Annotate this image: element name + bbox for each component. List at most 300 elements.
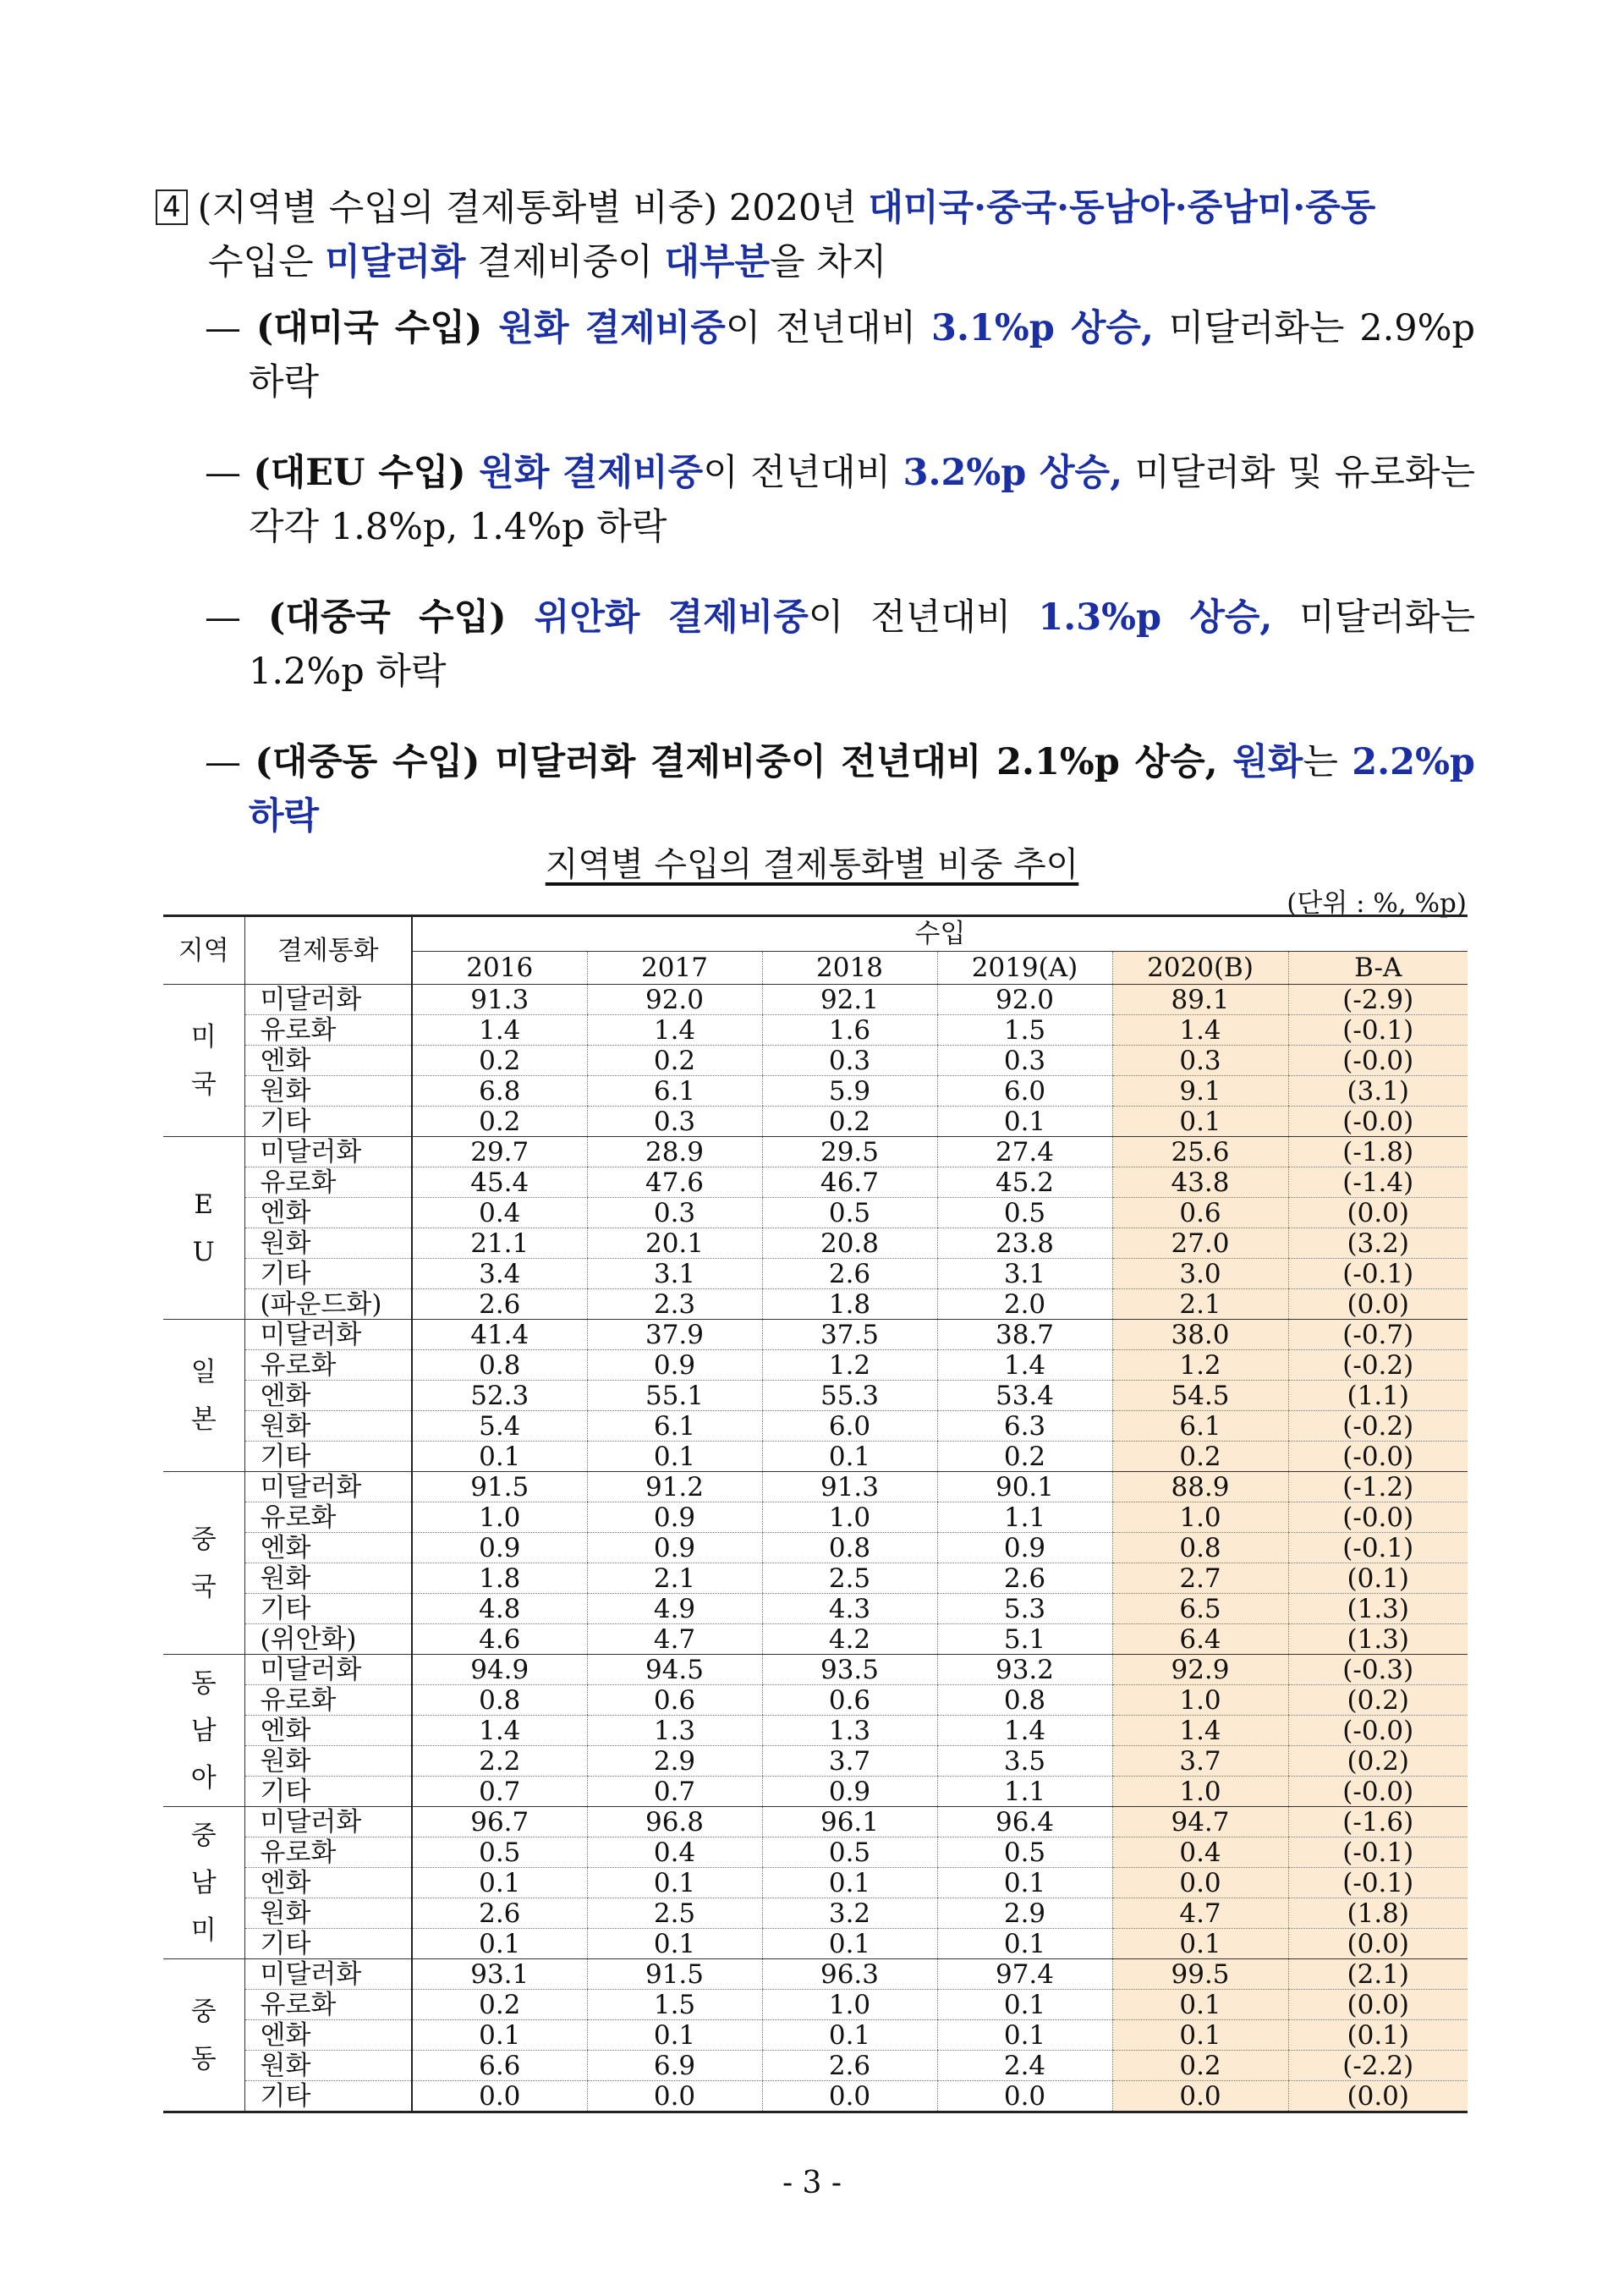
- value-cell: 0.4: [412, 1198, 587, 1228]
- section-lead: 4 (지역별 수입의 결제통화별 비중) 2020년 대미국·중국·동남아·중남미·중동: [156, 181, 1475, 235]
- currency-cell: 유로화: [244, 1837, 412, 1868]
- value-cell: 2.1: [1112, 1289, 1288, 1320]
- dash-mark: —: [205, 452, 241, 494]
- year-header: 2018: [762, 952, 937, 985]
- value-cell: 41.4: [412, 1320, 587, 1350]
- value-cell: 91.2: [587, 1472, 762, 1502]
- value-cell: (-0.0): [1288, 1107, 1468, 1137]
- value-cell: 0.9: [587, 1533, 762, 1563]
- table-unit: (단위 : %, %p): [1287, 888, 1467, 919]
- value-cell: 0.1: [587, 1868, 762, 1898]
- value-cell: 0.2: [1112, 1442, 1288, 1472]
- value-cell: 92.0: [587, 985, 762, 1015]
- table-row: [163, 1198, 1468, 1228]
- value-cell: 0.5: [937, 1198, 1112, 1228]
- value-cell: 0.1: [762, 1868, 937, 1898]
- value-cell: 0.2: [1112, 2051, 1288, 2081]
- head-region: 지역: [163, 916, 244, 985]
- value-cell: (1.1): [1288, 1381, 1468, 1411]
- value-cell: 2.5: [587, 1898, 762, 1929]
- dash-mark: —: [205, 596, 241, 639]
- currency-share-table: [163, 915, 1468, 2113]
- currency-cell: 미달러화: [244, 1655, 412, 1685]
- value-cell: (-1.2): [1288, 1472, 1468, 1502]
- value-cell: 4.9: [587, 1594, 762, 1624]
- value-cell: 2.7: [1112, 1563, 1288, 1594]
- value-cell: 46.7: [762, 1167, 937, 1198]
- table-row: [163, 1746, 1468, 1777]
- value-cell: 0.0: [1112, 1868, 1288, 1898]
- value-cell: 1.5: [587, 1990, 762, 2020]
- value-cell: (0.0): [1288, 1929, 1468, 1959]
- value-cell: 28.9: [587, 1137, 762, 1167]
- table-title: 지역별 수입의 결제통화별 비중 추이: [545, 845, 1079, 884]
- year-header: 2016: [412, 952, 587, 985]
- value-cell: 0.9: [937, 1533, 1112, 1563]
- table-row: [163, 1228, 1468, 1259]
- value-cell: 0.4: [587, 1837, 762, 1868]
- value-cell: 0.7: [587, 1777, 762, 1807]
- value-cell: 96.1: [762, 1807, 937, 1837]
- value-cell: 1.0: [1112, 1502, 1288, 1533]
- table-row: [163, 1563, 1468, 1594]
- value-cell: 23.8: [937, 1228, 1112, 1259]
- table-row: [163, 1502, 1468, 1533]
- currency-cell: 기타: [244, 1107, 412, 1137]
- table-row: [163, 1015, 1468, 1046]
- value-cell: (-0.0): [1288, 1716, 1468, 1746]
- value-cell: (-1.4): [1288, 1167, 1468, 1198]
- table-row: [163, 1046, 1468, 1076]
- value-cell: 0.2: [412, 1046, 587, 1076]
- value-cell: 0.5: [762, 1198, 937, 1228]
- value-cell: 94.5: [587, 1655, 762, 1685]
- value-cell: 0.1: [1112, 1990, 1288, 2020]
- value-cell: 0.9: [587, 1502, 762, 1533]
- table-row: [163, 1929, 1468, 1959]
- value-cell: 0.0: [412, 2081, 587, 2112]
- table-row: [163, 985, 1468, 1015]
- value-cell: 55.3: [762, 1381, 937, 1411]
- currency-cell: 미달러화: [244, 1959, 412, 1990]
- table-row: [163, 1624, 1468, 1655]
- value-cell: (-1.6): [1288, 1807, 1468, 1837]
- value-cell: 53.4: [937, 1381, 1112, 1411]
- table-row: [163, 1777, 1468, 1807]
- value-cell: 0.9: [762, 1777, 937, 1807]
- section-lead-cont: 수입은 미달러화 결제비중이 대부분을 차지: [208, 241, 887, 283]
- value-cell: 93.1: [412, 1959, 587, 1990]
- value-cell: 6.1: [1112, 1411, 1288, 1442]
- value-cell: 20.8: [762, 1228, 937, 1259]
- table-row: [163, 2081, 1468, 2112]
- value-cell: 0.0: [1112, 2081, 1288, 2112]
- table-row: [163, 1868, 1468, 1898]
- value-cell: 0.1: [412, 1868, 587, 1898]
- currency-cell: 엔화: [244, 1533, 412, 1563]
- table-row: [163, 2020, 1468, 2051]
- value-cell: (-0.0): [1288, 1502, 1468, 1533]
- value-cell: 0.6: [587, 1685, 762, 1716]
- currency-cell: 기타: [244, 1259, 412, 1289]
- value-cell: 6.0: [937, 1076, 1112, 1107]
- currency-cell: 유로화: [244, 1685, 412, 1716]
- currency-cell: 유로화: [244, 1015, 412, 1046]
- value-cell: 91.3: [412, 985, 587, 1015]
- currency-cell: 원화: [244, 1746, 412, 1777]
- value-cell: 91.5: [587, 1959, 762, 1990]
- bullet-list: [156, 301, 1475, 843]
- value-cell: 2.9: [937, 1898, 1112, 1929]
- value-cell: 0.8: [412, 1685, 587, 1716]
- value-cell: 0.6: [762, 1685, 937, 1716]
- value-cell: 92.0: [937, 985, 1112, 1015]
- value-cell: 0.2: [587, 1046, 762, 1076]
- currency-cell: 원화: [244, 1411, 412, 1442]
- currency-cell: 미달러화: [244, 1137, 412, 1167]
- value-cell: 1.4: [412, 1015, 587, 1046]
- value-cell: 0.8: [1112, 1533, 1288, 1563]
- value-cell: 5.9: [762, 1076, 937, 1107]
- bullet-item: — (대미국 수입) 원화 결제비중이 전년대비 3.1%p 상승, 미달러화는 2.9%p 하락: [205, 307, 1476, 404]
- value-cell: 1.8: [762, 1289, 937, 1320]
- value-cell: 4.7: [1112, 1898, 1288, 1929]
- value-cell: 3.0: [1112, 1259, 1288, 1289]
- table-row: [163, 1107, 1468, 1137]
- region-cell: 중 남 미: [163, 1807, 244, 1959]
- currency-cell: 유로화: [244, 1502, 412, 1533]
- value-cell: 2.5: [762, 1563, 937, 1594]
- value-cell: 0.9: [412, 1533, 587, 1563]
- value-cell: 0.1: [412, 1442, 587, 1472]
- table-row: [163, 1259, 1468, 1289]
- table-row: [163, 1381, 1468, 1411]
- value-cell: (-0.0): [1288, 1442, 1468, 1472]
- value-cell: 5.3: [937, 1594, 1112, 1624]
- dash-mark: —: [205, 741, 241, 783]
- value-cell: 1.4: [937, 1716, 1112, 1746]
- value-cell: 0.1: [937, 1868, 1112, 1898]
- value-cell: 6.4: [1112, 1624, 1288, 1655]
- dash-mark: —: [205, 307, 241, 349]
- section-number: 4: [156, 190, 188, 225]
- value-cell: 2.6: [412, 1898, 587, 1929]
- value-cell: 96.7: [412, 1807, 587, 1837]
- value-cell: (1.3): [1288, 1624, 1468, 1655]
- table-row: [163, 1685, 1468, 1716]
- year-header: 2020(B): [1112, 952, 1288, 985]
- value-cell: 0.8: [412, 1350, 587, 1381]
- value-cell: (1.3): [1288, 1594, 1468, 1624]
- value-cell: (-0.7): [1288, 1320, 1468, 1350]
- region-cell: E U: [163, 1137, 244, 1320]
- value-cell: 96.8: [587, 1807, 762, 1837]
- value-cell: 52.3: [412, 1381, 587, 1411]
- value-cell: 0.1: [762, 2020, 937, 2051]
- region-cell: 일 본: [163, 1320, 244, 1472]
- value-cell: (0.1): [1288, 2020, 1468, 2051]
- page-number: - 3 -: [782, 2166, 842, 2200]
- table-row: [163, 1594, 1468, 1624]
- value-cell: 0.6: [1112, 1198, 1288, 1228]
- region-cell: 중 동: [163, 1959, 244, 2112]
- value-cell: (1.8): [1288, 1898, 1468, 1929]
- value-cell: 0.0: [762, 2081, 937, 2112]
- value-cell: 3.7: [762, 1746, 937, 1777]
- value-cell: 2.2: [412, 1746, 587, 1777]
- value-cell: 2.4: [937, 2051, 1112, 2081]
- value-cell: 27.4: [937, 1137, 1112, 1167]
- value-cell: 3.4: [412, 1259, 587, 1289]
- value-cell: (-0.0): [1288, 1046, 1468, 1076]
- value-cell: 2.6: [937, 1563, 1112, 1594]
- value-cell: 0.1: [1112, 1107, 1288, 1137]
- region-cell: 동 남 아: [163, 1655, 244, 1807]
- value-cell: 0.2: [762, 1107, 937, 1137]
- value-cell: 91.3: [762, 1472, 937, 1502]
- value-cell: 1.4: [937, 1350, 1112, 1381]
- value-cell: 0.1: [937, 1990, 1112, 2020]
- value-cell: (-0.1): [1288, 1015, 1468, 1046]
- currency-cell: 미달러화: [244, 985, 412, 1015]
- currency-cell: 원화: [244, 2051, 412, 2081]
- value-cell: 96.3: [762, 1959, 937, 1990]
- table-row: [163, 1320, 1468, 1350]
- value-cell: 1.0: [762, 1990, 937, 2020]
- currency-cell: 기타: [244, 1594, 412, 1624]
- table-body: [163, 985, 1468, 2112]
- table-row: [163, 1137, 1468, 1167]
- value-cell: 0.9: [587, 1350, 762, 1381]
- value-cell: 6.0: [762, 1411, 937, 1442]
- value-cell: 43.8: [1112, 1167, 1288, 1198]
- table-row: [163, 1411, 1468, 1442]
- value-cell: 37.9: [587, 1320, 762, 1350]
- value-cell: 0.5: [762, 1837, 937, 1868]
- value-cell: 5.1: [937, 1624, 1112, 1655]
- value-cell: 3.1: [937, 1259, 1112, 1289]
- value-cell: 0.3: [762, 1046, 937, 1076]
- value-cell: 0.5: [412, 1837, 587, 1868]
- table-row: [163, 1655, 1468, 1685]
- value-cell: 88.9: [1112, 1472, 1288, 1502]
- value-cell: 55.1: [587, 1381, 762, 1411]
- value-cell: 1.4: [587, 1015, 762, 1046]
- value-cell: 0.0: [937, 2081, 1112, 2112]
- currency-cell: 기타: [244, 1929, 412, 1959]
- value-cell: 0.3: [937, 1046, 1112, 1076]
- value-cell: 4.6: [412, 1624, 587, 1655]
- currency-cell: 유로화: [244, 1990, 412, 2020]
- value-cell: 96.4: [937, 1807, 1112, 1837]
- currency-cell: 엔화: [244, 1198, 412, 1228]
- value-cell: 92.1: [762, 985, 937, 1015]
- value-cell: 91.5: [412, 1472, 587, 1502]
- value-cell: 97.4: [937, 1959, 1112, 1990]
- table-row: [163, 1716, 1468, 1746]
- value-cell: (0.2): [1288, 1685, 1468, 1716]
- value-cell: 1.0: [1112, 1685, 1288, 1716]
- value-cell: 0.1: [762, 1442, 937, 1472]
- currency-cell: 미달러화: [244, 1320, 412, 1350]
- value-cell: 3.7: [1112, 1746, 1288, 1777]
- table-row: [163, 1442, 1468, 1472]
- value-cell: 1.3: [587, 1716, 762, 1746]
- value-cell: 1.4: [1112, 1015, 1288, 1046]
- value-cell: 6.8: [412, 1076, 587, 1107]
- value-cell: (0.1): [1288, 1563, 1468, 1594]
- head-currency: 결제통화: [244, 916, 412, 985]
- value-cell: 0.1: [587, 2020, 762, 2051]
- value-cell: 92.9: [1112, 1655, 1288, 1685]
- table-row: [163, 1837, 1468, 1868]
- value-cell: 94.9: [412, 1655, 587, 1685]
- value-cell: 2.3: [587, 1289, 762, 1320]
- region-cell: 미 국: [163, 985, 244, 1137]
- currency-cell: 원화: [244, 1563, 412, 1594]
- year-header: B-A: [1288, 952, 1468, 985]
- bullet-item: — (대EU 수입) 원화 결제비중이 전년대비 3.2%p 상승, 미달러화 및 유로화는 각각 1.8%p, 1.4%p 하락: [205, 452, 1475, 548]
- value-cell: (-2.2): [1288, 2051, 1468, 2081]
- currency-cell: 기타: [244, 1777, 412, 1807]
- value-cell: 0.2: [937, 1442, 1112, 1472]
- value-cell: 4.8: [412, 1594, 587, 1624]
- value-cell: 6.1: [587, 1411, 762, 1442]
- value-cell: (0.0): [1288, 1289, 1468, 1320]
- value-cell: 1.0: [762, 1502, 937, 1533]
- value-cell: 5.4: [412, 1411, 587, 1442]
- value-cell: 0.8: [937, 1685, 1112, 1716]
- value-cell: (-0.2): [1288, 1350, 1468, 1381]
- currency-cell: (파운드화): [244, 1289, 412, 1320]
- value-cell: 6.6: [412, 2051, 587, 2081]
- value-cell: 0.1: [937, 1107, 1112, 1137]
- currency-cell: 유로화: [244, 1350, 412, 1381]
- value-cell: (0.0): [1288, 1198, 1468, 1228]
- table-row: [163, 1959, 1468, 1990]
- value-cell: 6.5: [1112, 1594, 1288, 1624]
- value-cell: 54.5: [1112, 1381, 1288, 1411]
- value-cell: (-0.2): [1288, 1411, 1468, 1442]
- value-cell: (-0.1): [1288, 1533, 1468, 1563]
- value-cell: 1.2: [762, 1350, 937, 1381]
- section-body: [156, 181, 1475, 880]
- value-cell: 38.7: [937, 1320, 1112, 1350]
- value-cell: 0.3: [1112, 1046, 1288, 1076]
- currency-cell: 유로화: [244, 1167, 412, 1198]
- table-row: [163, 1533, 1468, 1563]
- value-cell: (-0.0): [1288, 1777, 1468, 1807]
- value-cell: (-0.1): [1288, 1868, 1468, 1898]
- table-row: [163, 1076, 1468, 1107]
- value-cell: 6.1: [587, 1076, 762, 1107]
- value-cell: 1.0: [1112, 1777, 1288, 1807]
- value-cell: 0.1: [937, 1929, 1112, 1959]
- currency-cell: 기타: [244, 2081, 412, 2112]
- bullet-item: — (대중국 수입) 위안화 결제비중이 전년대비 1.3%p 상승, 미달러화는 1.2%p 하락: [205, 596, 1475, 693]
- currency-cell: 미달러화: [244, 1807, 412, 1837]
- value-cell: 0.1: [587, 1442, 762, 1472]
- value-cell: 1.4: [412, 1716, 587, 1746]
- value-cell: 3.1: [587, 1259, 762, 1289]
- value-cell: 0.1: [762, 1929, 937, 1959]
- currency-cell: 미달러화: [244, 1472, 412, 1502]
- value-cell: 2.0: [937, 1289, 1112, 1320]
- value-cell: 94.7: [1112, 1807, 1288, 1837]
- currency-cell: 엔화: [244, 1381, 412, 1411]
- value-cell: 0.1: [937, 2020, 1112, 2051]
- value-cell: 99.5: [1112, 1959, 1288, 1990]
- value-cell: (-0.1): [1288, 1259, 1468, 1289]
- value-cell: 47.6: [587, 1167, 762, 1198]
- table-row: [163, 1289, 1468, 1320]
- value-cell: 45.2: [937, 1167, 1112, 1198]
- value-cell: 25.6: [1112, 1137, 1288, 1167]
- table-row: [163, 1898, 1468, 1929]
- value-cell: 4.3: [762, 1594, 937, 1624]
- bullet-item: — (대중동 수입) 미달러화 결제비중이 전년대비 2.1%p 상승, 원화는 2.2%p 하락: [205, 741, 1475, 838]
- year-header: 2019(A): [937, 952, 1112, 985]
- currency-cell: 원화: [244, 1898, 412, 1929]
- value-cell: 0.8: [762, 1533, 937, 1563]
- region-cell: 중 국: [163, 1472, 244, 1655]
- value-cell: 9.1: [1112, 1076, 1288, 1107]
- year-header: 2017: [587, 952, 762, 985]
- table-row: [163, 1350, 1468, 1381]
- value-cell: 0.2: [412, 1990, 587, 2020]
- value-cell: 6.3: [937, 1411, 1112, 1442]
- value-cell: 1.5: [937, 1015, 1112, 1046]
- table-row: [163, 2051, 1468, 2081]
- value-cell: 0.5: [937, 1837, 1112, 1868]
- value-cell: 0.0: [587, 2081, 762, 2112]
- currency-cell: (위안화): [244, 1624, 412, 1655]
- value-cell: 0.3: [587, 1198, 762, 1228]
- value-cell: (-0.3): [1288, 1655, 1468, 1685]
- head-import: 수입: [412, 916, 1468, 952]
- value-cell: 1.3: [762, 1716, 937, 1746]
- value-cell: 1.4: [1112, 1716, 1288, 1746]
- value-cell: 21.1: [412, 1228, 587, 1259]
- currency-cell: 기타: [244, 1442, 412, 1472]
- value-cell: 1.2: [1112, 1350, 1288, 1381]
- value-cell: (2.1): [1288, 1959, 1468, 1990]
- value-cell: 4.7: [587, 1624, 762, 1655]
- value-cell: 29.5: [762, 1137, 937, 1167]
- value-cell: 0.2: [412, 1107, 587, 1137]
- value-cell: 4.2: [762, 1624, 937, 1655]
- table-row: [163, 1990, 1468, 2020]
- value-cell: 90.1: [937, 1472, 1112, 1502]
- value-cell: 93.2: [937, 1655, 1112, 1685]
- value-cell: 2.6: [412, 1289, 587, 1320]
- value-cell: 6.9: [587, 2051, 762, 2081]
- value-cell: 89.1: [1112, 985, 1288, 1015]
- table-row: [163, 1167, 1468, 1198]
- currency-cell: 엔화: [244, 1046, 412, 1076]
- value-cell: 0.1: [412, 2020, 587, 2051]
- value-cell: 1.6: [762, 1015, 937, 1046]
- value-cell: 45.4: [412, 1167, 587, 1198]
- currency-cell: 엔화: [244, 1868, 412, 1898]
- value-cell: 2.9: [587, 1746, 762, 1777]
- value-cell: (0.2): [1288, 1746, 1468, 1777]
- value-cell: 2.6: [762, 2051, 937, 2081]
- value-cell: 3.2: [762, 1898, 937, 1929]
- table-row: [163, 1807, 1468, 1837]
- currency-cell: 엔화: [244, 1716, 412, 1746]
- value-cell: 0.1: [412, 1929, 587, 1959]
